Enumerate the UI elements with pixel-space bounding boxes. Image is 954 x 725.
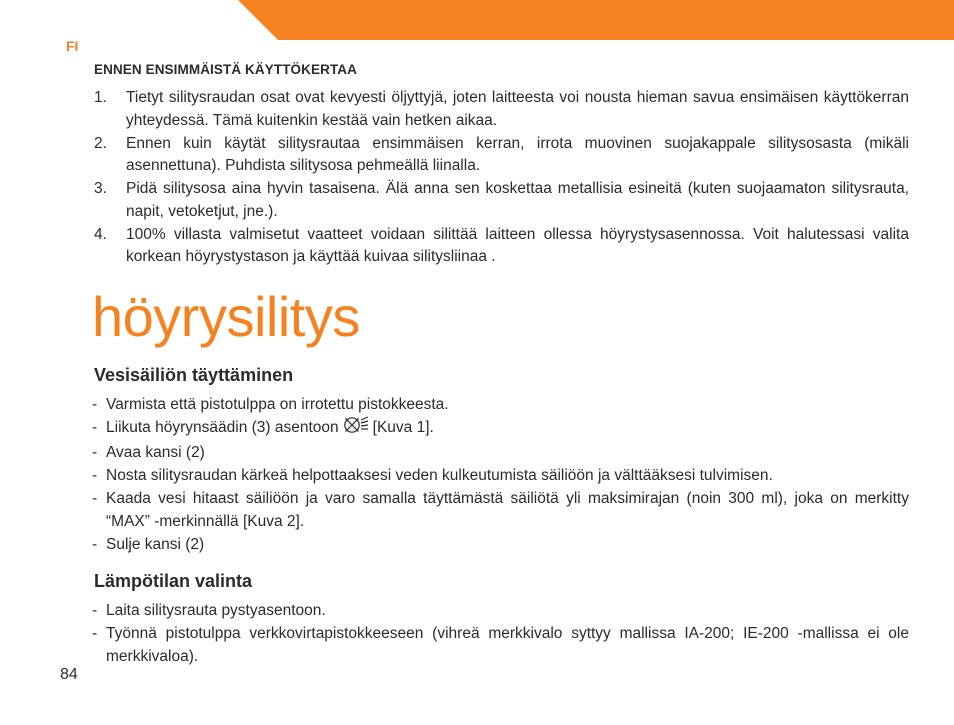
filling-list [92,393,909,556]
step-number: 1. [94,89,107,106]
list-item: - Sulje kansi (2) [92,533,909,556]
step-text: 100% villasta valmisetut vaatteet voidaan silittää laitteen ollessa höyrystysasennossa. Voit halutessasi valita korkean höyrystystason ja käyttää kuivaa silitysliinaa . [126,225,909,265]
list-item: - Laita silitysrauta pystyasentoon. [92,599,909,622]
steam-setting-icon [343,416,369,441]
step-number: 3. [94,180,107,197]
page-number: 84 [60,666,78,683]
list-item: - Kaada vesi hitaast säiliöön ja varo samalla täyttämästä säiliötä yli maksimirajan (noin 300 ml), joka on merkitty “MAX” -merkinnällä [Kuva 2]. [92,487,909,533]
temperature-list [92,599,909,668]
list-item-text: [Kuva 1]. [372,419,434,436]
list-item: - Nosta silitysraudan kärkeä helpottaaksesi veden kulkeutumista säiliöön ja välttääksesi tulvimisen. [92,464,909,487]
header-accent-bar [238,0,954,40]
list-item [92,416,909,441]
step-text: Ennen kuin käytät silitysrautaa ensimmäisen kerran, irrota muovinen suojakappale silitysosasta (mikäli asennettuna). Puhdista silitysosa pehmeällä liinalla. [126,134,909,174]
list-item: - Avaa kansi (2) [92,441,909,464]
list-item-text: Liikuta höyrynsäädin (3) asentoon [106,419,339,436]
page-title: höyrysilitys [92,285,360,348]
step-number: 2. [94,134,107,152]
step-text: Tietyt silitysraudan osat ovat kevyesti öljyttyjä, joten laitteesta voi nousta hieman savua ensimäisen käyttökerran yhteydessä. Tämä kuitenkin kestää vain hetken aikaa. [126,89,909,129]
section-heading-before-first-use: ENNEN ENSIMMÄISTÄ KÄYTTÖKERTAA [94,62,357,77]
list-item [94,133,909,178]
temperature-heading: Lämpötilan valinta [94,571,253,591]
list-item [94,87,909,132]
language-code: FI [66,38,79,54]
step-number: 4. [94,225,107,243]
list-item: - Varmista että pistotulppa on irrotettu pistokkeesta. [92,393,909,416]
list-item [94,224,909,269]
step-text: Pidä silitysosa aina hyvin tasaisena. Älä anna sen koskettaa metallisia esineitä (kuten suojaamaton silitysrauta, napit, vetoketjut, jne.). [126,180,909,220]
list-item [94,178,909,223]
list-item: - Työnnä pistotulppa verkkovirtapistokkeeseen (vihreä merkkivalo syttyy mallissa IA-200; IE-200 -mallissa ei ole merkkivaloa). [92,622,909,668]
first-use-steps [94,87,909,269]
filling-heading: Vesisäiliön täyttäminen [94,365,294,385]
